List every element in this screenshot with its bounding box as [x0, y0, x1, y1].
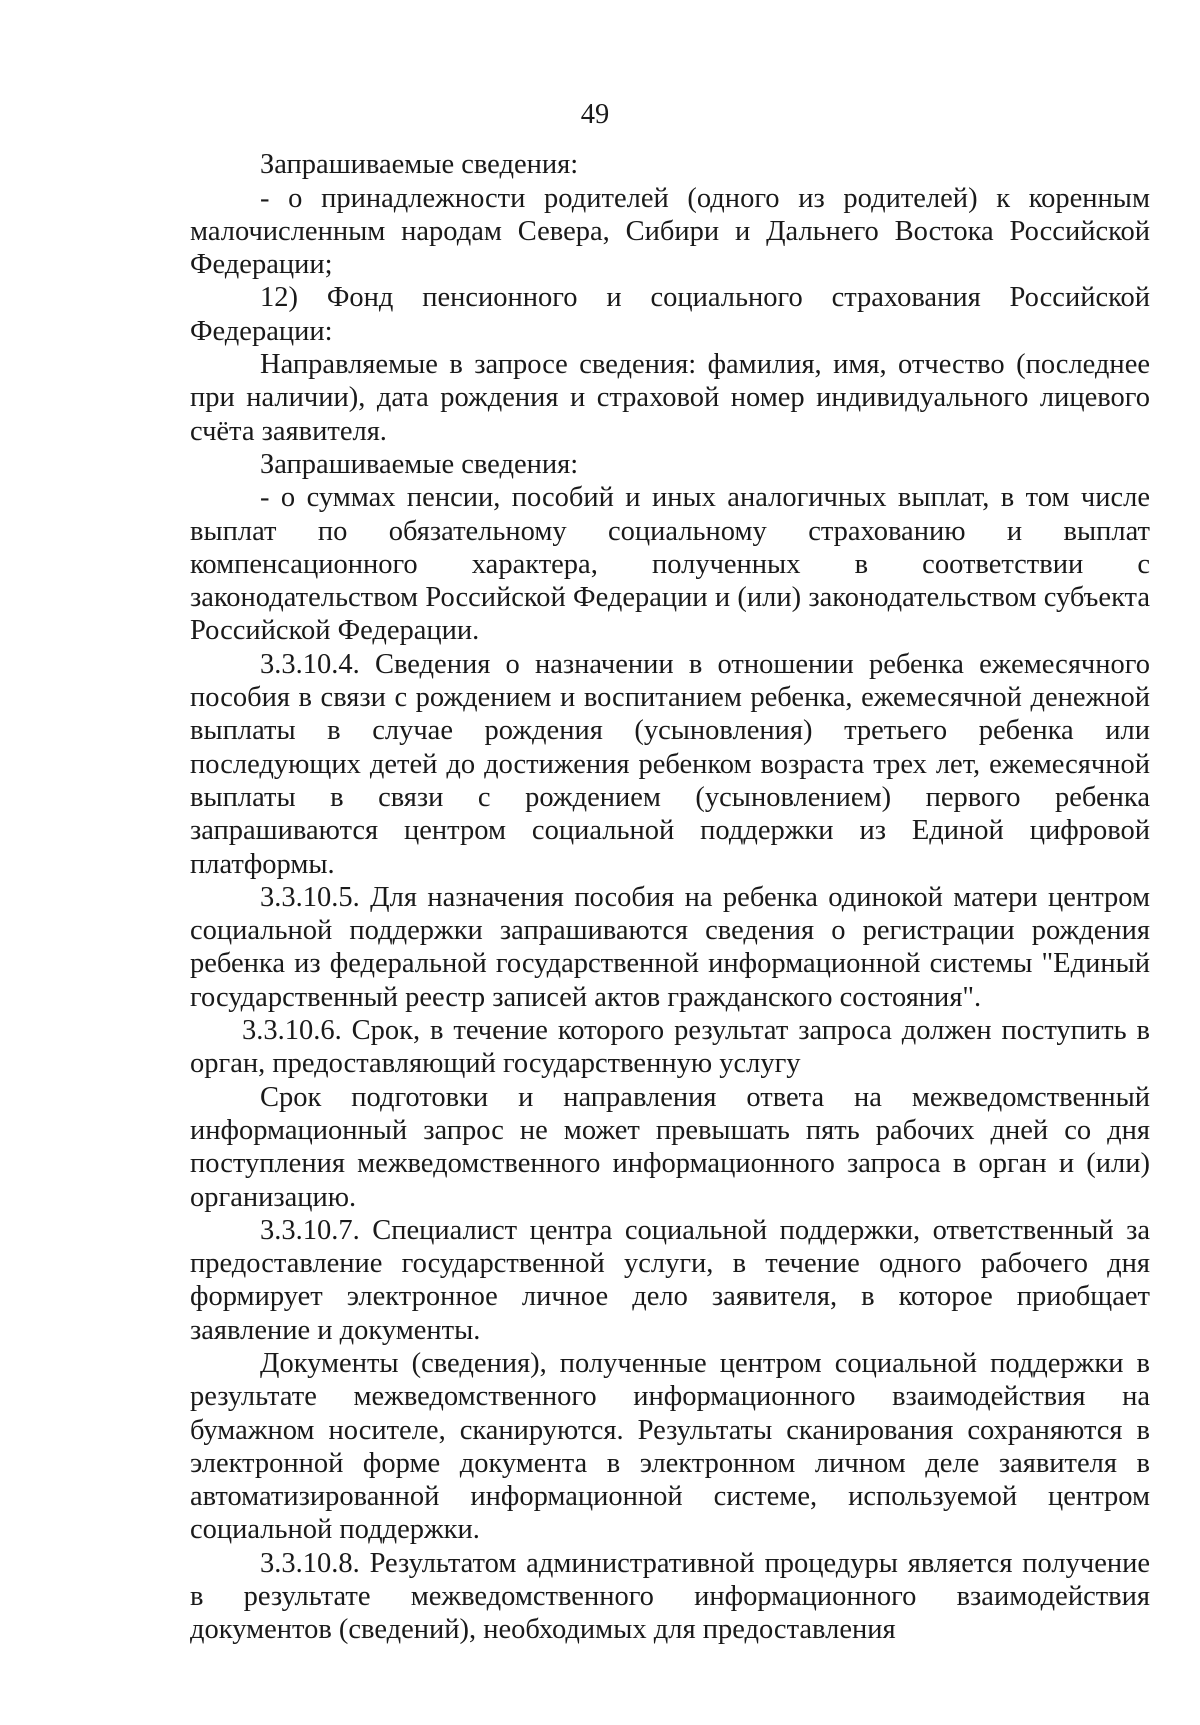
paragraph: - о суммах пенсии, пособий и иных аналогичных выплат, в том числе выплат по обязательному социальному страхованию и выплат компенсационного характера, полученных в соответствии с законодательством Российской Федерации и (или) законодательством субъекта Российской Федерации. [190, 482, 1150, 647]
paragraph: Документы (сведения), полученные центром социальной поддержки в результате межведомственного информационного взаимодействия на бумажном носителе, сканируются. Результаты сканирования сохраняются в электронной форме документа в электронном личном деле заявителя в автоматизированной информационной системе, используемой центром социальной поддержки. [190, 1347, 1150, 1546]
paragraph: 3.3.10.8. Результатом административной процедуры является получение в результате межведомственного информационного взаимодействия документов (сведений), необходимых для предоставления [190, 1547, 1150, 1646]
paragraph: Запрашиваемые сведения: [260, 448, 579, 480]
paragraph: 12) Фонд пенсионного и социального страхования Российской Федерации: [190, 282, 1150, 347]
paragraph: 3.3.10.6. Срок, в течение которого результат запроса должен поступить в орган, предоставляющий государственную услугу [190, 1015, 1150, 1080]
page-number: 49 [580, 99, 610, 130]
document-page [190, 98, 1150, 1647]
paragraph: 3.3.10.4. Сведения о назначении в отношении ребенка ежемесячного пособия в связи с рождением и воспитанием ребенка, ежемесячной денежной выплаты в случае рождения (усыновления) третьего ребенка или последующих детей до достижения ребенком возраста трех лет, ежемесячной выплаты в связи с рождением (усыновлением) первого ребенка запрашиваются центром социальной поддержки из Единой цифровой платформы. [190, 648, 1150, 880]
paragraph: Запрашиваемые сведения: [260, 149, 579, 181]
paragraph: 3.3.10.5. Для назначения пособия на ребенка одинокой матери центром социальной поддержки запрашиваются сведения о регистрации рождения ребенка из федеральной государственной информационной системы "Единый государственный реестр записей актов гражданского состояния". [190, 881, 1150, 1013]
paragraph: Направляемые в запросе сведения: фамилия, имя, отчество (последнее при наличии), дата рождения и страховой номер индивидуального лицевого счёта заявителя. [190, 349, 1150, 447]
paragraph: - о принадлежности родителей (одного из родителей) к коренным малочисленным народам Севера, Сибири и Дальнего Востока Российской Федерации; [190, 182, 1150, 281]
paragraph: Срок подготовки и направления ответа на межведомственный информационный запрос не может превышать пять рабочих дней со дня поступления межведомственного информационного запроса в орган и (или) организацию. [190, 1081, 1150, 1213]
paragraph: 3.3.10.7. Специалист центра социальной поддержки, ответственный за предоставление государственной услуги, в течение одного рабочего дня формирует электронное личное дело заявителя, в которое приобщает заявление и документы. [190, 1214, 1150, 1346]
